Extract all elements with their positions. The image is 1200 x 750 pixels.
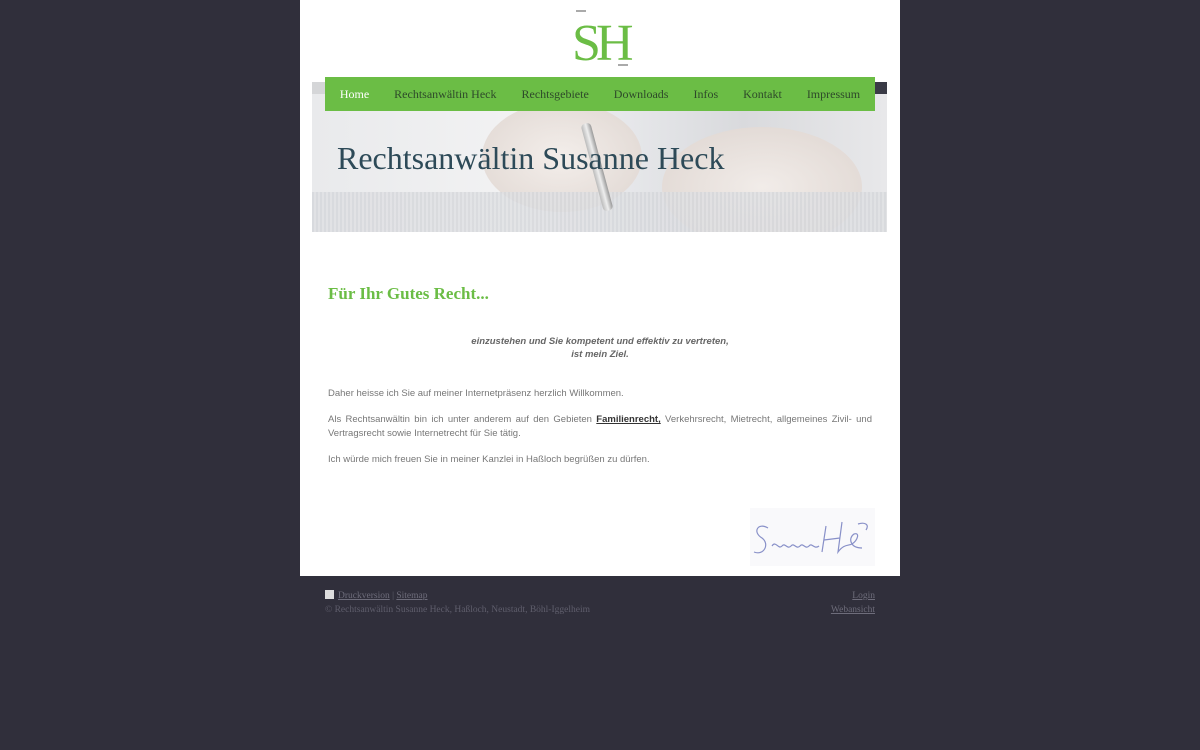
printer-icon — [325, 590, 334, 599]
page-container — [300, 0, 900, 576]
main-nav — [325, 77, 875, 111]
svg-text:H: H — [596, 15, 634, 68]
sitemap-link[interactable]: Sitemap — [396, 591, 428, 601]
nav-home[interactable]: Home — [339, 86, 370, 101]
familienrecht-link[interactable]: Familienrecht, — [596, 414, 661, 425]
paragraph-welcome: Daher heisse ich Sie auf meiner Internetpräsenz herzlich Willkommen. — [328, 388, 624, 399]
paragraph-closing: Ich würde mich freuen Sie in meiner Kanzlei in Haßloch begrüßen zu dürfen. — [328, 454, 650, 465]
paragraph-areas — [328, 413, 872, 440]
nav-downloads[interactable]: Downloads — [613, 86, 669, 101]
svg-text:S: S — [572, 15, 601, 68]
hero-title: Rechtsanwältin Susanne Heck — [337, 140, 725, 176]
nav-infos[interactable]: Infos — [693, 86, 719, 101]
nav-kontakt[interactable]: Kontakt — [743, 86, 782, 101]
signature-image — [750, 508, 875, 566]
quote-line-2: ist mein Ziel. — [571, 349, 629, 360]
footer — [325, 590, 875, 617]
logo[interactable] — [570, 8, 634, 68]
nav-impressum[interactable]: Impressum — [806, 86, 861, 101]
text: Als Rechtsanwältin bin ich unter anderem auf den Gebieten — [328, 414, 597, 425]
copyright: © Rechtsanwältin Susanne Heck, Haßloch, Neustadt, Böhl-Iggelheim — [325, 604, 590, 615]
separator: | — [389, 591, 397, 601]
webview-link[interactable]: Webansicht — [830, 604, 875, 615]
text: Verkehrsrecht, Mietrecht, allgemeines Zivil- und Vertragsrecht sowie Internetrecht für Sie tätig. — [328, 414, 872, 439]
quote-line-1: einzustehen und Sie kompetent und effektiv zu vertreten, — [471, 336, 729, 347]
nav-rechtsanwaeltin-heck[interactable]: Rechtsanwältin Heck — [394, 86, 497, 101]
nav-rechtsgebiete[interactable]: Rechtsgebiete — [521, 86, 589, 101]
page-heading: Für Ihr Gutes Recht... — [328, 284, 489, 303]
print-version-link[interactable]: Druckversion — [338, 591, 390, 601]
login-link[interactable]: Login — [852, 591, 875, 601]
